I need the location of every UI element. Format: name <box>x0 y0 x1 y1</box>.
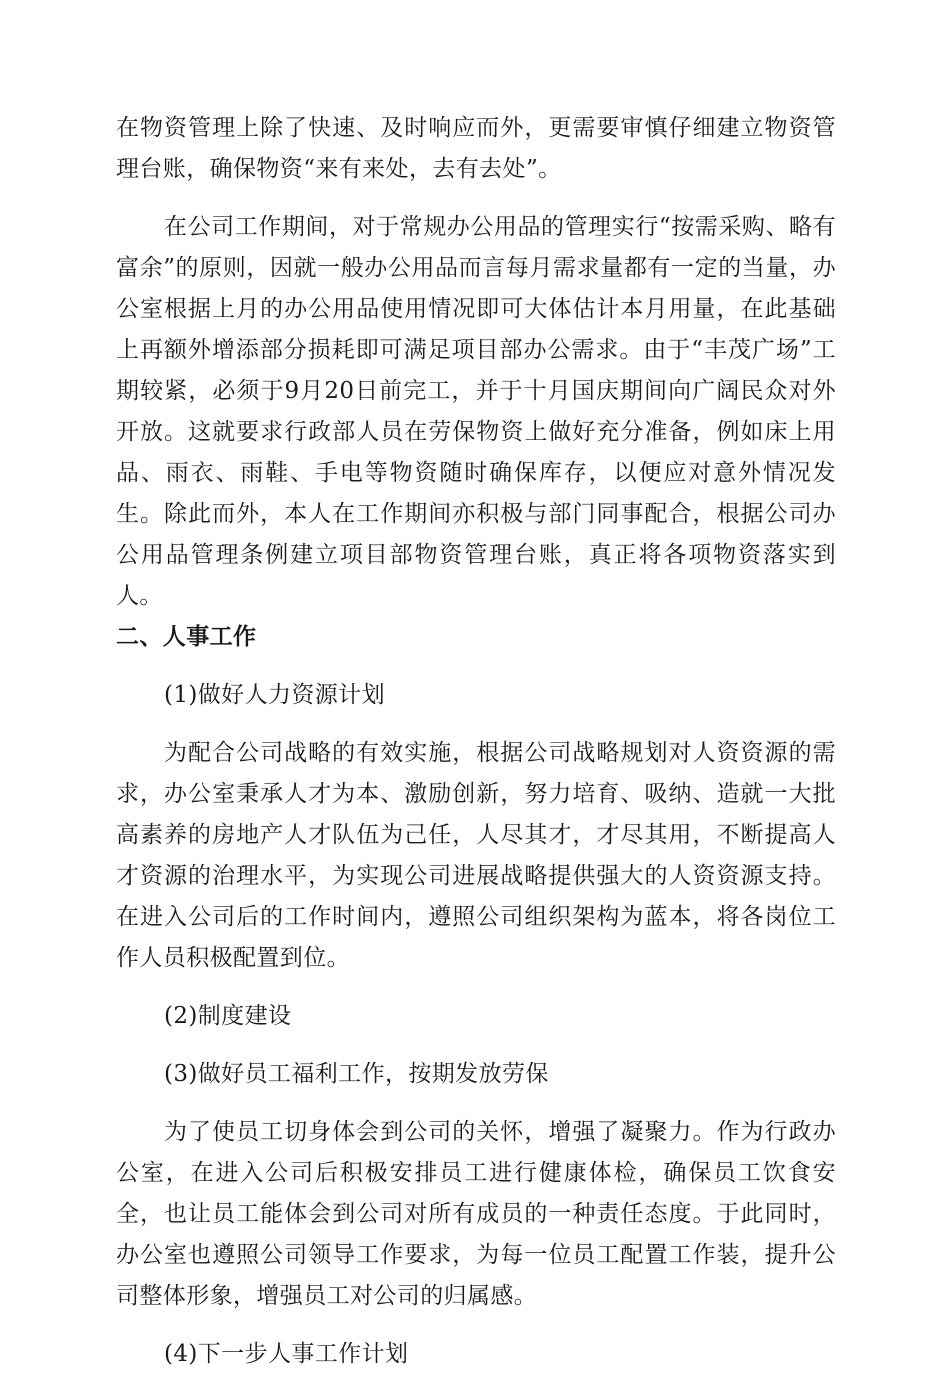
paragraph-material-ledger: 在物资管理上除了快速、及时响应而外，更需要审慎仔细建立物资管理台账，确保物资“来有来处，去有去处”。 <box>116 115 836 182</box>
subheading-system-building: (2)制度建设 <box>164 1003 292 1029</box>
subheading-next-steps: (4)下一步人事工作计划 <box>164 1341 409 1367</box>
paragraph-office-supplies: 在公司工作期间，对于常规办公用品的管理实行“按需采购、略有富余”的原则，因就一般办公用品而言每月需求量都有一定的当量，办公室根据上月的办公用品使用情况即可大体估计本月用量，在此基础上再额外增添部分损耗即可满足项目部办公需求。由于“丰茂广场”工期较紧，必须于9月20日前完工，并于十月国庆期间向广阔民众对外开放。这就要求行政部人员在劳保物资上做好充分准备，例如床上用品、雨衣、雨鞋、手电等物资随时确保库存，以便应对意外情况发生。除此而外，本人在工作期间亦积极与部门同事配合，根据公司办公用品管理条例建立项目部物资管理台账，真正将各项物资落实到人。 <box>116 214 836 609</box>
document-body <box>116 108 836 1375</box>
paragraph-employee-welfare: 为了使员工切身体会到公司的关怀，增强了凝聚力。作为行政办公室，在进入公司后积极安排员工进行健康体检，确保员工饮食安全，也让员工能体会到公司对所有成员的一种责任态度。于此同时，办公室也遵照公司领导工作要求，为每一位员工配置工作装，提升公司整体形象，增强员工对公司的归属感。 <box>116 1119 836 1309</box>
subheading-hr-plan: (1)做好人力资源计划 <box>164 682 385 708</box>
section-heading-personnel: 二、人事工作 <box>116 624 257 650</box>
paragraph-hr-plan: 为配合公司战略的有效实施，根据公司战略规划对人资资源的需求，办公室秉承人才为本、激励创新，努力培育、吸纳、造就一大批高素养的房地产人才队伍为己任，人尽其才，才尽其用，不断提高人才资源的治理水平，为实现公司进展战略提供强大的人资资源支持。在进入公司后的工作时间内，遵照公司组织架构为蓝本，将各岗位工作人员积极配置到位。 <box>116 740 836 971</box>
subheading-employee-welfare: (3)做好员工福利工作，按期发放劳保 <box>164 1061 549 1087</box>
